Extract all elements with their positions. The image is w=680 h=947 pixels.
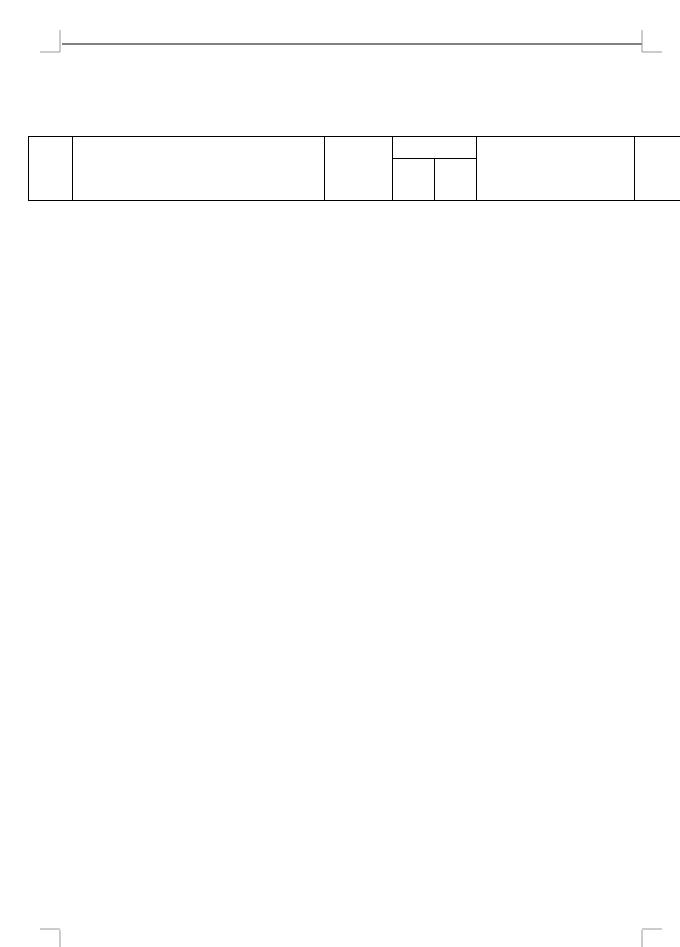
header-row xyxy=(29,137,680,159)
header-note xyxy=(635,137,680,201)
safety-document-table xyxy=(28,136,680,201)
header-keep-unit xyxy=(393,137,477,159)
header-name xyxy=(73,137,325,201)
header-sub xyxy=(435,159,477,201)
header-group xyxy=(477,137,635,201)
header-seq xyxy=(29,137,73,201)
header-general xyxy=(393,159,435,201)
header-form-no xyxy=(325,137,393,201)
